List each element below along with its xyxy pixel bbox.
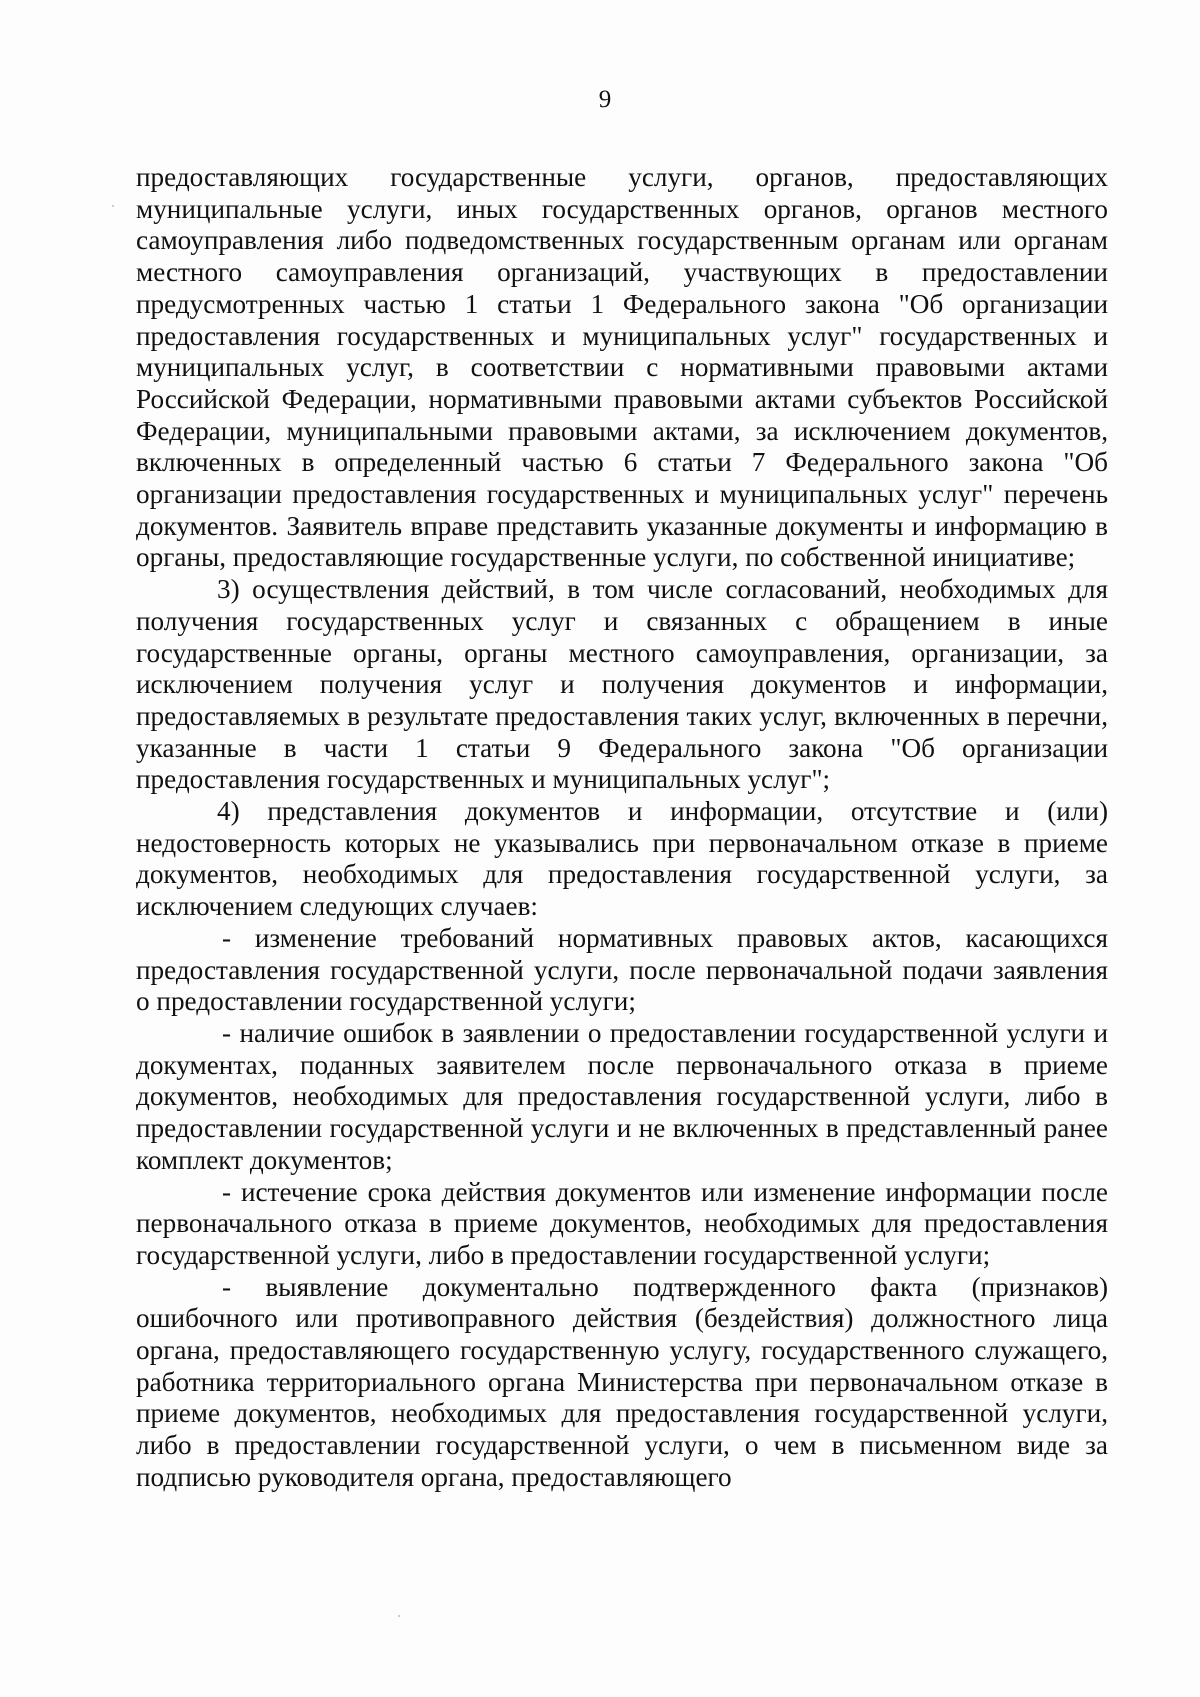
scan-speck	[398, 1615, 400, 1617]
paragraph-dash-item: - выявление документально подтвержденного факта (признаков) ошибочного или противоправного действия (бездействия) должностного лица органа, предоставляющего государственную услугу, государственного служащего, работника территориального органа Министерства при первоначальном отказе в приеме документов, необходимых для предоставления государственной услуги, либо в предоставлении государственной услуги, о чем в письменном виде за подписью руководителя органа, предоставляющего	[136, 1271, 1108, 1492]
paragraph-item-4: 4) представления документов и информации, отсутствие и (или) недостоверность которых не указывались при первоначальном отказе в приеме документов, необходимых для предоставления государственной услуги, за исключением следующих случаев:	[136, 796, 1108, 922]
paragraph-item-3: 3) осуществления действий, в том числе согласований, необходимых для получения государственных услуг и связанных с обращением в иные государственные органы, органы местного самоуправления, организации, за исключением получения услуг и получения документов и информации, предоставляемых в результате предоставления таких услуг, включенных в перечни, указанные в части 1 статьи 9 Федерального закона "Об организации предоставления государственных и муниципальных услуг";	[136, 574, 1108, 795]
paragraph-dash-item: - истечение срока действия документов или изменение информации после первоначального отказа в приеме документов, необходимых для предоставления государственной услуги, либо в предоставлении государственной услуги;	[136, 1176, 1108, 1270]
paragraph-continuation: предоставляющих государственные услуги, органов, предоставляющих муниципальные услуги, иных государственных органов, органов местного самоуправления либо подведомственных государственным органам или органам местного самоуправления организаций, участвующих в предоставлении предусмотренных частью 1 статьи 1 Федерального закона "Об организации предоставления государственных и муниципальных услуг" государственных и муниципальных услуг, в соответствии с нормативными правовыми актами Российской Федерации, нормативными правовыми актами субъектов Российской Федерации, муниципальными правовыми актами, за исключением документов, включенных в определенный частью 6 статьи 7 Федерального закона "Об организации предоставления государственных и муниципальных услуг" перечень документов. Заявитель вправе представить указанные документы и информацию в органы, предоставляющие государственные услуги, по собственной инициативе;	[136, 162, 1108, 573]
document-body	[136, 162, 1108, 1494]
paragraph-dash-item: - наличие ошибок в заявлении о предоставлении государственной услуги и документах, поданных заявителем после первоначального отказа в приеме документов, необходимых для предоставления государственной услуги, либо в предоставлении государственной услуги и не включенных в представленный ранее комплект документов;	[136, 1017, 1108, 1175]
scan-speck	[112, 205, 114, 207]
page-number: 9	[598, 86, 612, 113]
paragraph-dash-item: - изменение требований нормативных правовых актов, касающихся предоставления государственной услуги, после первоначальной подачи заявления о предоставлении государственной услуги;	[136, 922, 1108, 1017]
